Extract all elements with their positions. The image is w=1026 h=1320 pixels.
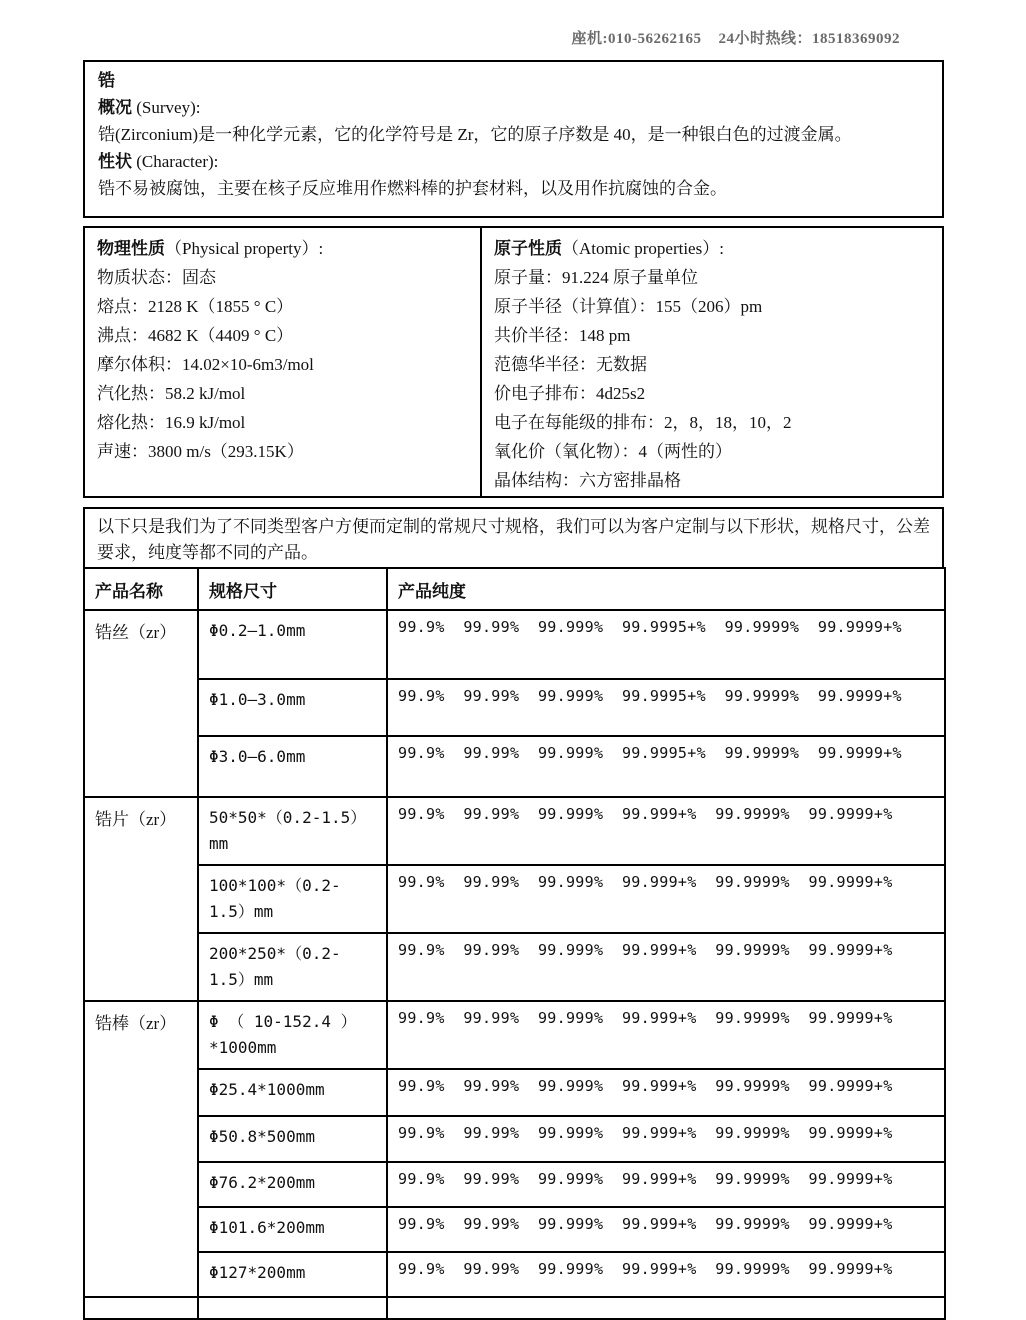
element-title: 锆 bbox=[98, 71, 115, 90]
spec-cell: Φ76.2*200mm bbox=[198, 1162, 387, 1207]
purity-cell: 99.9% 99.99% 99.999% 99.999+% 99.9999% 99.9999+% bbox=[387, 865, 945, 933]
spec-cell: Φ0.2—1.0mm bbox=[198, 610, 387, 679]
atomic-line: 电子在每能级的排布：2，8，18，10，2 bbox=[494, 413, 792, 432]
product-name-cell bbox=[84, 1297, 198, 1319]
atomic-line: 原子量：91.224 原子量单位 bbox=[494, 268, 698, 287]
purity-cell: 99.9% 99.99% 99.999% 99.999+% 99.9999% 99.9999+% bbox=[387, 1252, 945, 1297]
purity-cell: 99.9% 99.99% 99.999% 99.999+% 99.9999% 99.9999+% bbox=[387, 797, 945, 865]
purity-cell: 99.9% 99.99% 99.999% 99.999+% 99.9999% 99.9999+% bbox=[387, 933, 945, 1001]
spec-cell: Φ （ 10-152.4 ）*1000mm bbox=[198, 1001, 387, 1069]
physical-line: 沸点：4682 K（4409 ° C） bbox=[97, 326, 294, 345]
spec-cell: Φ1.0—3.0mm bbox=[198, 679, 387, 736]
physical-title-en: （Physical property）: bbox=[165, 239, 324, 258]
purity-cell: 99.9% 99.99% 99.999% 99.999+% 99.9999% 99.9999+% bbox=[387, 1207, 945, 1252]
physical-properties-column bbox=[85, 228, 482, 496]
physical-line: 物质状态：固态 bbox=[97, 268, 216, 287]
purity-cell: 99.9% 99.99% 99.999% 99.999+% 99.9999% 99.9999+% bbox=[387, 1069, 945, 1116]
spec-cell: 100*100*（0.2-1.5）mm bbox=[198, 865, 387, 933]
purity-cell: 99.9% 99.99% 99.999% 99.9995+% 99.9999% 99.9999+% bbox=[387, 736, 945, 797]
table-row bbox=[84, 797, 945, 865]
properties-section bbox=[83, 226, 944, 498]
atomic-line: 氧化价（氧化物）：4（两性的） bbox=[494, 442, 732, 461]
product-name-rod: 锆棒（zr） bbox=[84, 1001, 198, 1297]
purity-cell: 99.9% 99.99% 99.999% 99.999+% 99.9999% 99.9999+% bbox=[387, 1001, 945, 1069]
atomic-properties-title bbox=[494, 234, 930, 263]
character-text: 锆不易被腐蚀，主要在核子反应堆用作燃料棒的护套材料，以及用作抗腐蚀的合金。 bbox=[98, 179, 727, 198]
table-row bbox=[84, 1116, 945, 1162]
spec-cell: Φ101.6*200mm bbox=[198, 1207, 387, 1252]
spec-cell: Φ25.4*1000mm bbox=[198, 1069, 387, 1116]
atomic-title-zh: 原子性质 bbox=[494, 239, 562, 258]
atomic-properties-column bbox=[482, 228, 942, 496]
product-name-sheet: 锆片（zr） bbox=[84, 797, 198, 1001]
physical-line: 熔点：2128 K（1855 ° C） bbox=[97, 297, 294, 316]
contact-phone-header: 座机:010-56262165 24小时热线：18518369092 bbox=[571, 31, 900, 47]
atomic-line: 晶体结构：六方密排晶格 bbox=[494, 471, 681, 490]
product-table-header-row bbox=[84, 568, 945, 610]
atomic-title-en: （Atomic properties）: bbox=[562, 239, 724, 258]
product-name-wire: 锆丝（zr） bbox=[84, 610, 198, 797]
survey-text: 锆(Zirconium)是一种化学元素，它的化学符号是 Zr，它的原子序数是 40，是一种银白色的过渡金属。 bbox=[98, 125, 852, 144]
character-heading bbox=[98, 148, 929, 175]
table-row bbox=[84, 1207, 945, 1252]
table-row bbox=[84, 1001, 945, 1069]
physical-properties-title bbox=[97, 234, 468, 263]
custom-sizes-note-text: 以下只是我们为了不同类型客户方便而定制的常规尺寸规格，我们可以为客户定制与以下形状，规格尺寸，公差要求，纯度等都不同的产品。 bbox=[97, 517, 930, 562]
atomic-line: 范德华半径：无数据 bbox=[494, 355, 647, 374]
table-row bbox=[84, 610, 945, 679]
atomic-line: 共价半径：148 pm bbox=[494, 326, 631, 345]
physical-title-zh: 物理性质 bbox=[97, 239, 165, 258]
atomic-line: 原子半径（计算值）：155（206）pm bbox=[494, 297, 763, 316]
physical-line: 汽化热：58.2 kJ/mol bbox=[97, 384, 246, 403]
table-row bbox=[84, 933, 945, 1001]
spec-cell: Φ127*200mm bbox=[198, 1252, 387, 1297]
physical-line: 摩尔体积：14.02×10-6m3/mol bbox=[97, 355, 314, 374]
spec-cell: Φ50.8*500mm bbox=[198, 1116, 387, 1162]
header-product-name: 产品名称 bbox=[84, 568, 198, 610]
purity-cell: 99.9% 99.99% 99.999% 99.9995+% 99.9999% 99.9999+% bbox=[387, 679, 945, 736]
table-row bbox=[84, 1162, 945, 1207]
character-heading-zh: 性状 bbox=[98, 152, 132, 171]
spec-cell: 200*250*（0.2-1.5）mm bbox=[198, 933, 387, 1001]
character-heading-en: (Character): bbox=[132, 152, 219, 171]
survey-heading bbox=[98, 94, 929, 121]
purity-cell bbox=[387, 1297, 945, 1319]
table-row-partial bbox=[84, 1297, 945, 1319]
physical-line: 声速：3800 m/s（293.15K） bbox=[97, 442, 304, 461]
atomic-line: 价电子排布：4d25s2 bbox=[494, 384, 646, 403]
purity-cell: 99.9% 99.99% 99.999% 99.999+% 99.9999% 99.9999+% bbox=[387, 1162, 945, 1207]
custom-sizes-note bbox=[83, 507, 944, 567]
table-row bbox=[84, 679, 945, 736]
intro-section bbox=[83, 60, 944, 218]
survey-heading-zh: 概况 bbox=[98, 98, 132, 117]
spec-cell: 50*50*（0.2-1.5）mm bbox=[198, 797, 387, 865]
table-row bbox=[84, 865, 945, 933]
table-row bbox=[84, 1252, 945, 1297]
survey-heading-en: (Survey): bbox=[132, 98, 201, 117]
product-table bbox=[83, 567, 946, 1320]
purity-cell: 99.9% 99.99% 99.999% 99.9995+% 99.9999% 99.9999+% bbox=[387, 610, 945, 679]
header-purity: 产品纯度 bbox=[387, 568, 945, 610]
spec-cell: Φ3.0—6.0mm bbox=[198, 736, 387, 797]
header-spec-size: 规格尺寸 bbox=[198, 568, 387, 610]
physical-line: 熔化热：16.9 kJ/mol bbox=[97, 413, 246, 432]
table-row bbox=[84, 1069, 945, 1116]
purity-cell: 99.9% 99.99% 99.999% 99.999+% 99.9999% 99.9999+% bbox=[387, 1116, 945, 1162]
spec-cell bbox=[198, 1297, 387, 1319]
table-row bbox=[84, 736, 945, 797]
